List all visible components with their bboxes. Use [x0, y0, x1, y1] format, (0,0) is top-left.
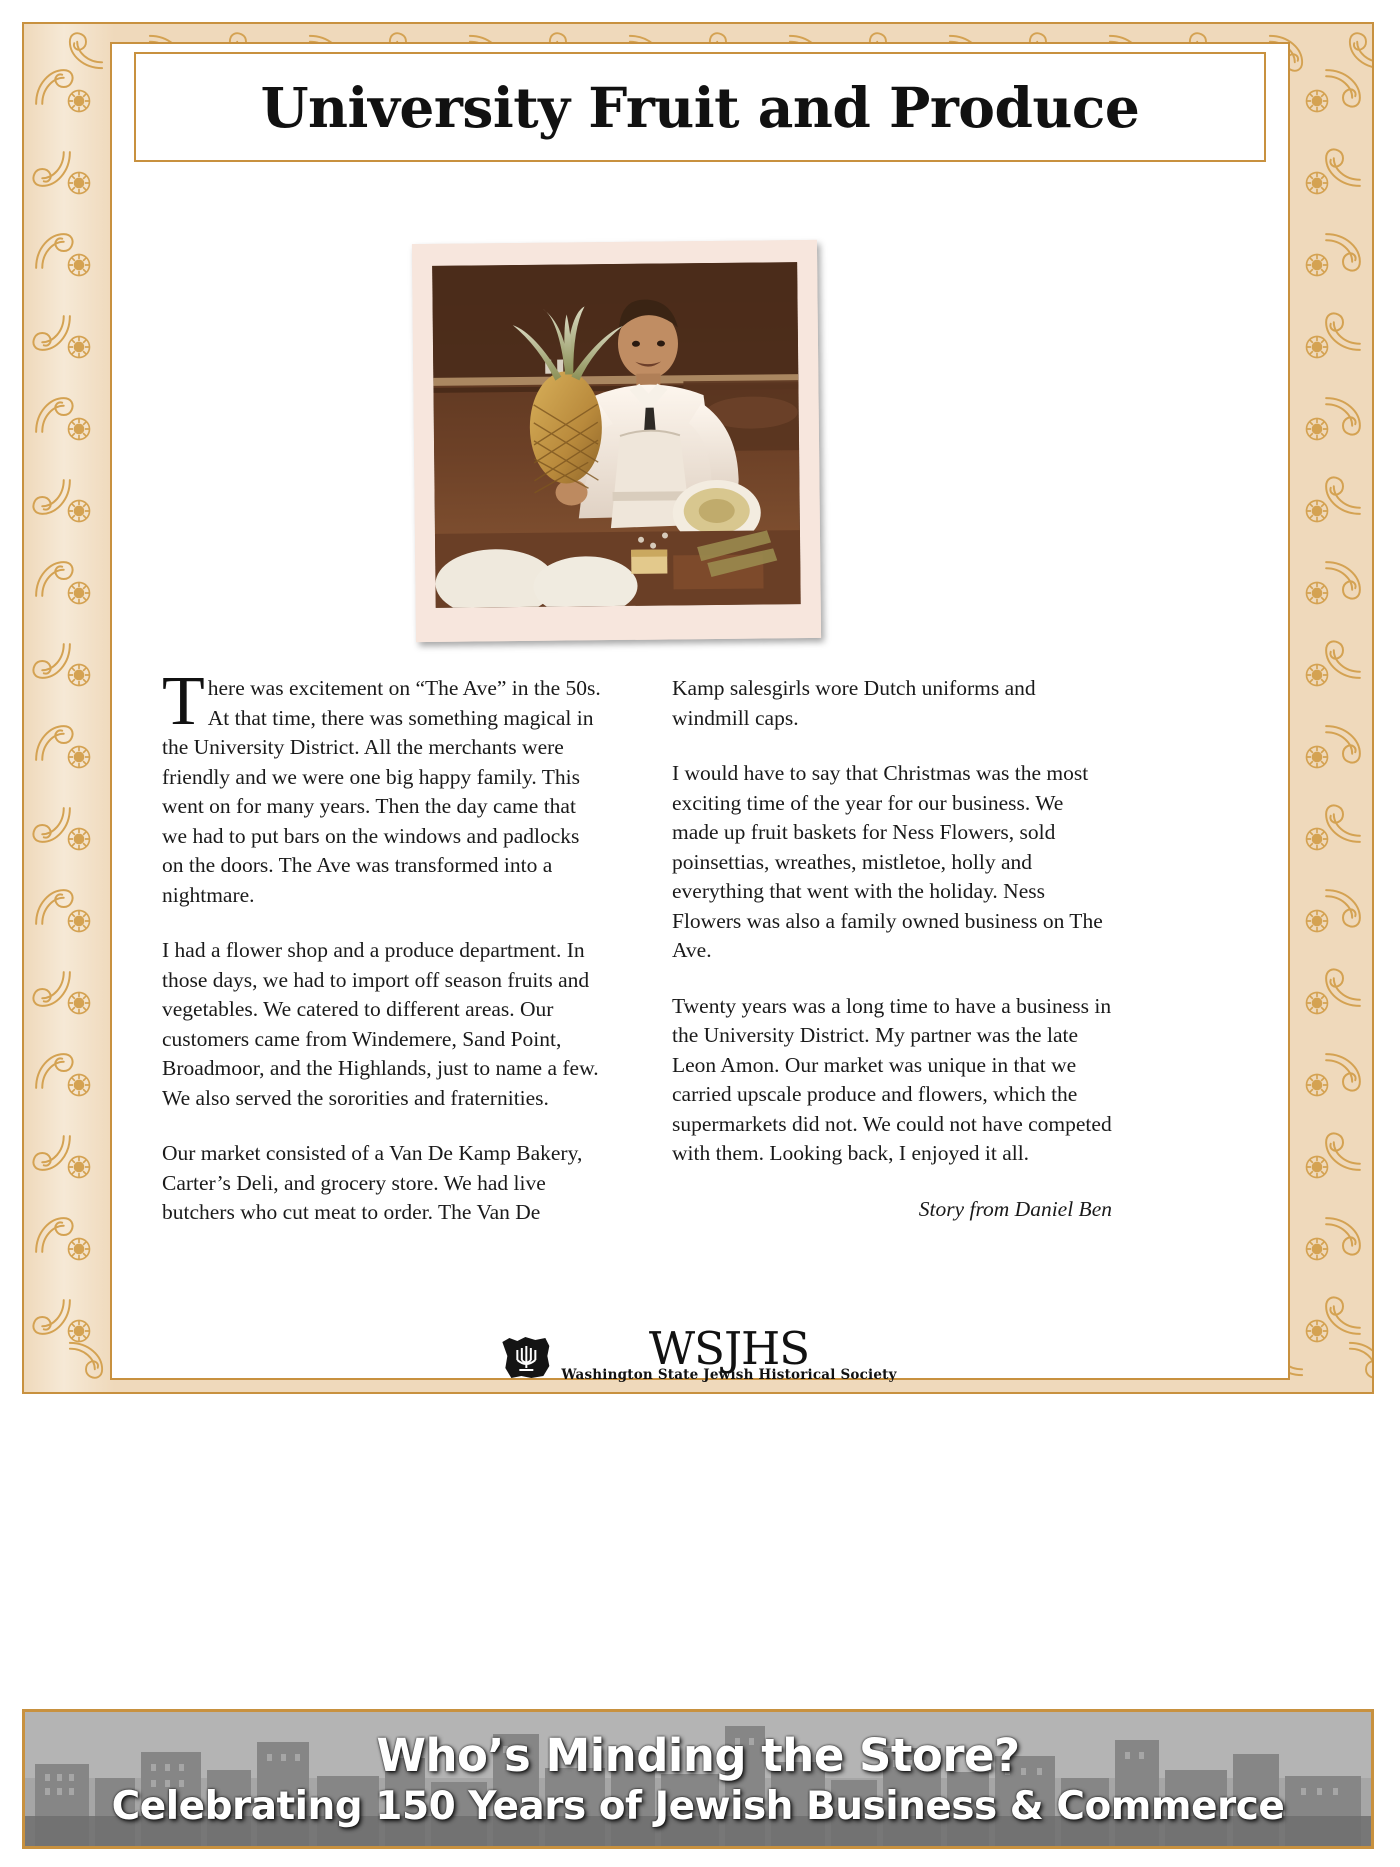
article-right-column [672, 674, 1112, 1224]
title-banner [134, 52, 1266, 162]
paragraph-text: here was excitement on “The Ave” in the 50s. At that time, there was something magical in the University District. All the merchants were friendly and we were one big happy family. This went on for many years. Then the day came that we had to put bars on the windows and padlocks on the doors. The Ave was transformed into a nightmare. [162, 676, 601, 907]
paragraph: Our market consisted of a Van De Kamp Bakery, Carter’s Deli, and grocery store. We had live butchers who cut meat to order. The Van De [162, 1141, 583, 1224]
logo-text [561, 1321, 897, 1383]
ornate-poster-frame [22, 22, 1374, 1394]
logo-acronym: WSJHS [648, 1321, 810, 1375]
footer-subhead: Celebrating 150 Years of Jewish Business & Commerce [111, 1784, 1285, 1829]
paragraph: Twenty years was a long time to have a business in the University District. My partner was the late Leon Amon. Our market was unique in that we carried upscale produce and flowers, which the supermarkets did not. We could not have competed with them. Looking back, I enjoyed it all. [672, 993, 1112, 1165]
paragraph: I had a flower shop and a produce department. In those days, we had to import off season fruits and vegetables. We catered to different areas. Our customers came from Windemere, Sand Point, Broadmoor, and the Highlands, just to name a few. We also served the sororities and fraternities. [162, 938, 599, 1110]
photo-white-border [412, 240, 821, 642]
photo-image [432, 262, 801, 608]
drop-cap: T [162, 663, 205, 740]
photograph [412, 240, 821, 642]
footer-headline: Who’s Minding the Store? [376, 1729, 1020, 1782]
wsjhs-logo [499, 1321, 897, 1383]
paragraph [162, 663, 602, 910]
page-title: University Fruit and Produce [260, 74, 1140, 140]
story-byline: Story from Daniel Ben [918, 1196, 1112, 1221]
footer-text-block [25, 1712, 1371, 1846]
washington-state-menorah-icon [499, 1332, 553, 1382]
paragraph: Kamp salesgirls wore Dutch uniforms and windmill caps. [672, 676, 1036, 730]
article-left-column [162, 663, 602, 1254]
footer-banner [22, 1709, 1374, 1849]
photo-illustration-svg [432, 262, 801, 608]
paragraph: I would have to say that Christmas was the most exciting time of the year for our business. We made up fruit baskets for Ness Flowers, sold poinsettias, wreathes, mistletoe, holly and everything that went with the holiday. Ness Flowers was also a family owned business on The Ave. [672, 761, 1103, 962]
logo-fullname: Washington State Jewish Historical Society [561, 1366, 897, 1383]
content-panel [110, 42, 1290, 1380]
